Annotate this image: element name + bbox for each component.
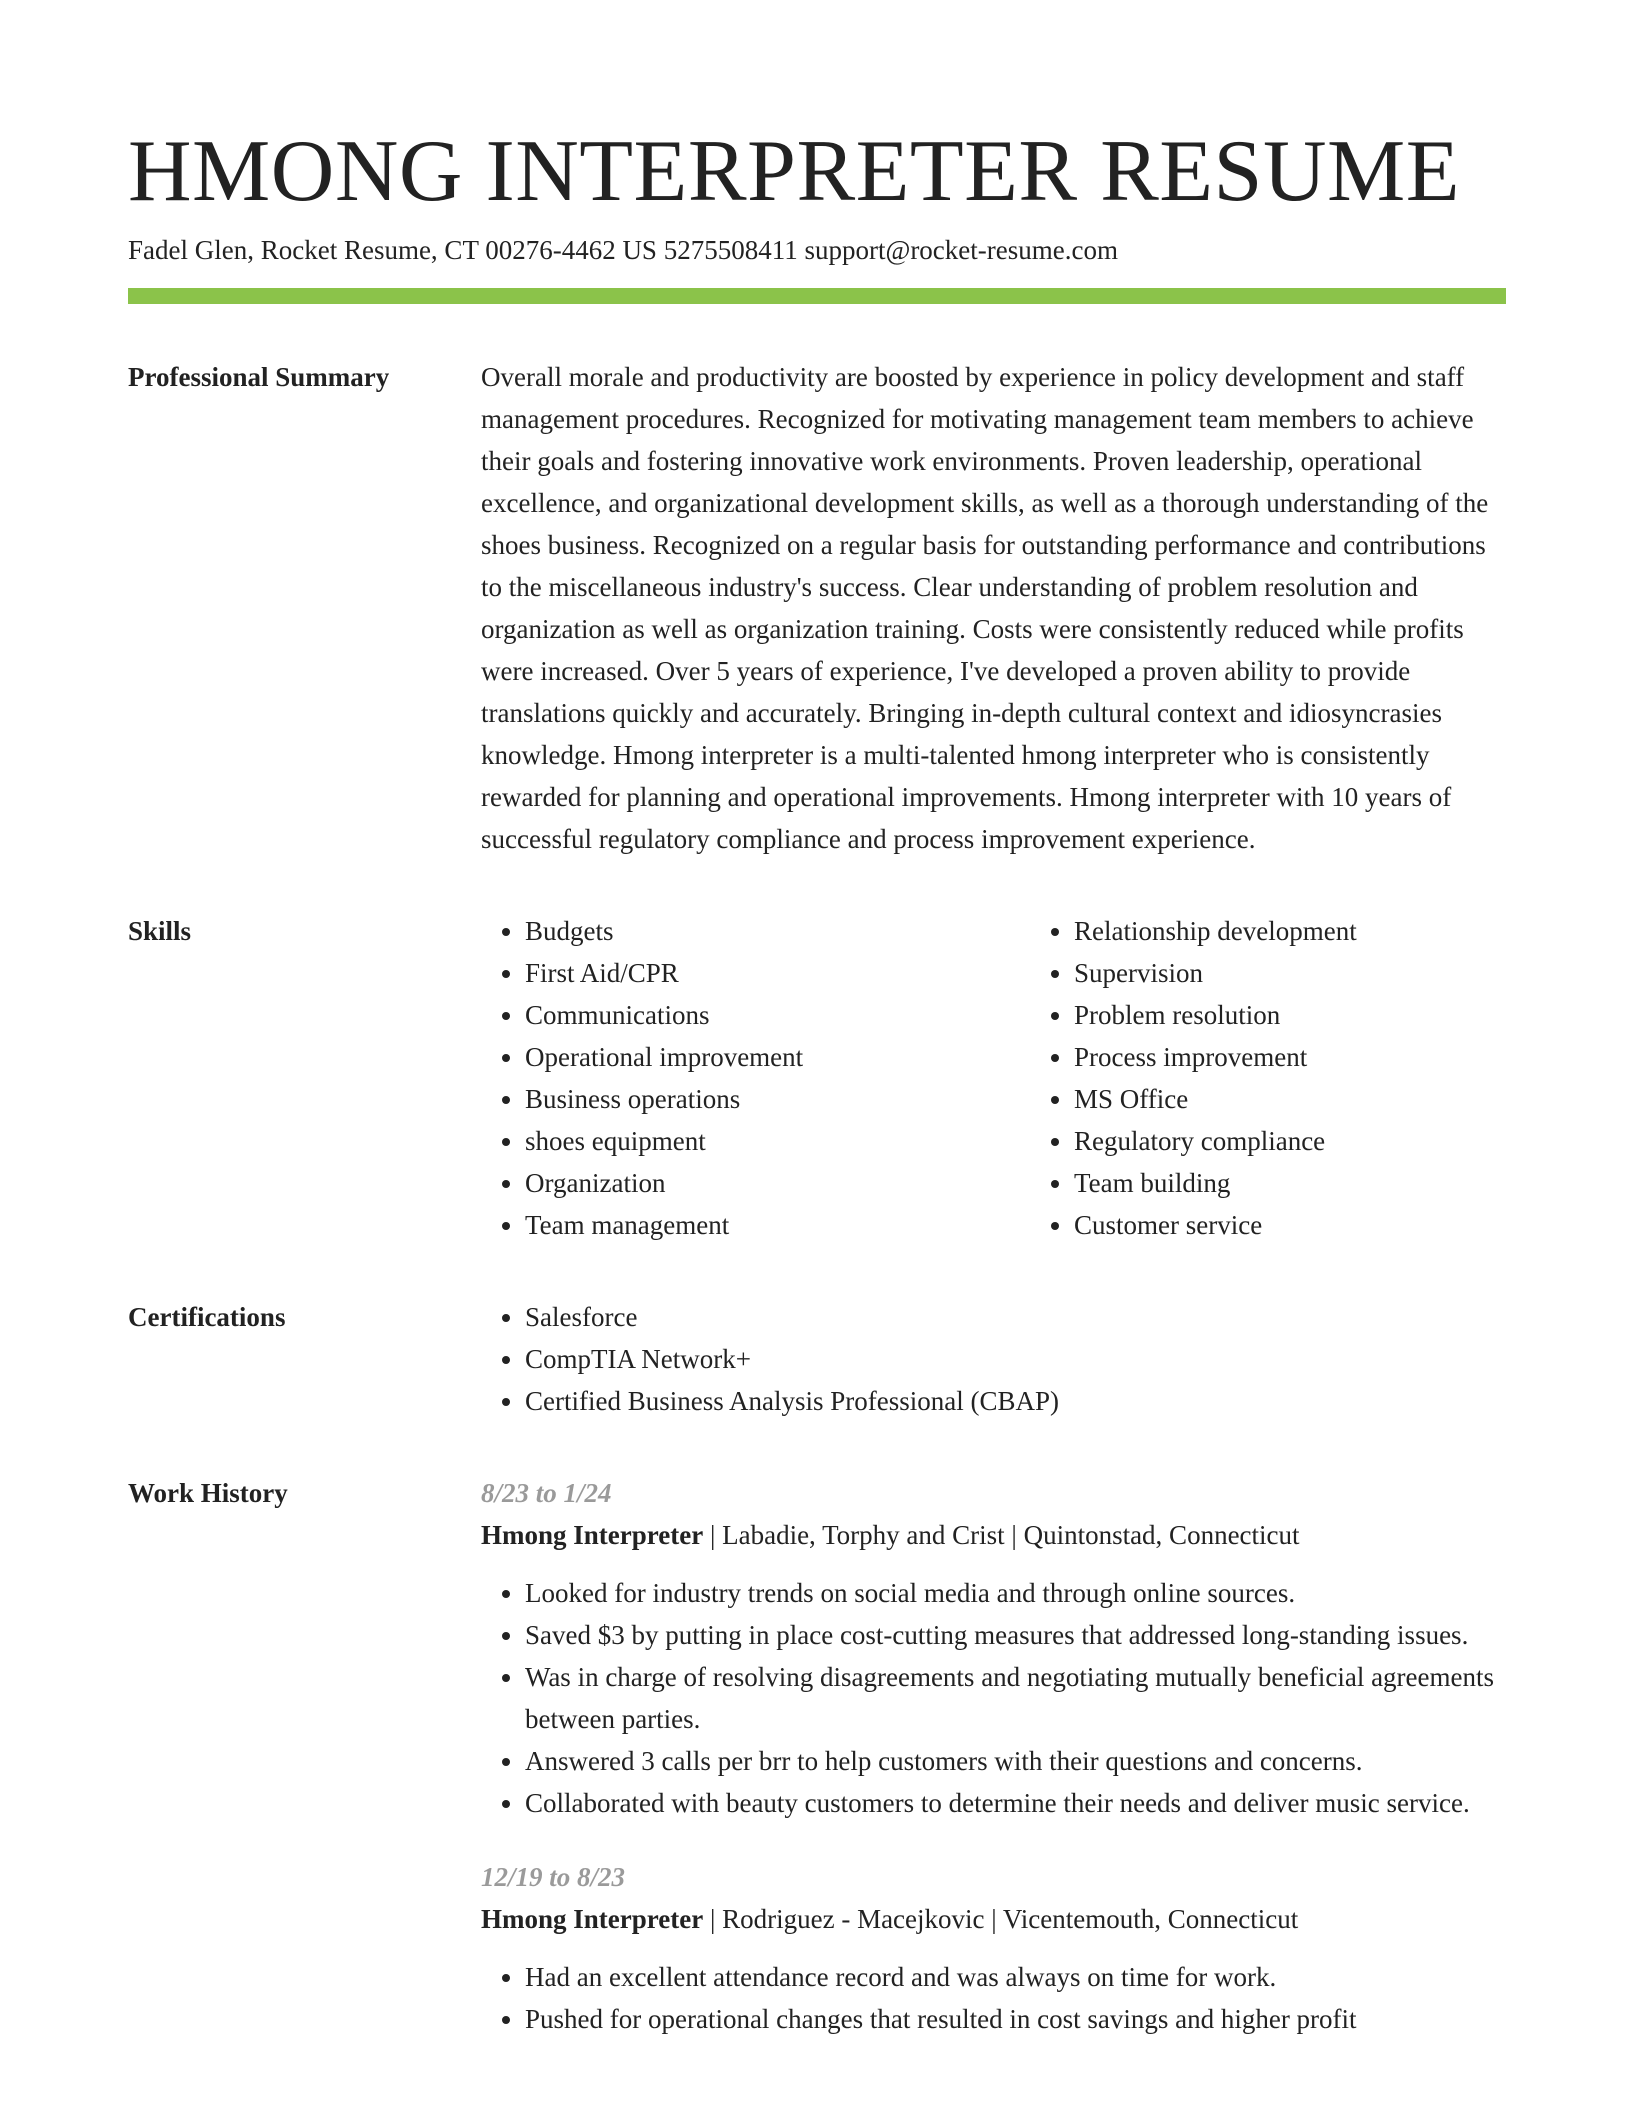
- job-header: [481, 1898, 1506, 1940]
- work-history-body: [481, 1472, 1506, 2072]
- skill-item: • Problem resolution: [1074, 994, 1357, 1036]
- job-details: | Labadie, Torphy and Crist | Quintonstad, Connecticut: [703, 1520, 1300, 1550]
- job-bullet: • Pushed for operational changes that resulted in cost savings and higher profit: [525, 1998, 1506, 2040]
- job-title: Hmong Interpreter: [481, 1904, 704, 1934]
- certifications-list: [481, 1296, 1506, 1422]
- skill-item: • Operational improvement: [525, 1036, 1030, 1078]
- job-details: | Rodriguez - Macejkovic | Vicentemouth, Connecticut: [703, 1904, 1299, 1934]
- skills-list-right: [1030, 910, 1357, 1246]
- skill-item: • Supervision: [1074, 952, 1357, 994]
- summary-text: Overall morale and productivity are boosted by experience in policy development and staff management procedures. Recognized for motivating management team members to achieve their goals and fostering innovative work environments. Proven leadership, operational excellence, and organizational development skills, as well as a thorough understanding of the shoes business. Recognized on a regular basis for outstanding performance and contributions to the miscellaneous industry's success. Clear understanding of problem resolution and organization as well as organization training. Costs were consistently reduced while profits were increased. Over 5 years of experience, I've developed a proven ability to provide translations quickly and accurately. Bringing in-depth cultural context and idiosyncrasies knowledge. Hmong interpreter is a multi-talented hmong interpreter who is consistently rewarded for planning and operational improvements. Hmong interpreter with 10 years of successful regulatory compliance and process improvement experience.: [481, 362, 1489, 854]
- certifications-body: [481, 1296, 1506, 1422]
- job-header: [481, 1514, 1506, 1556]
- skill-item: • Team building: [1074, 1162, 1357, 1204]
- resume-title: HMONG INTERPRETER RESUME: [128, 123, 1461, 220]
- work-history-section: [128, 1472, 1506, 2072]
- skill-item: • Budgets: [525, 910, 1030, 952]
- skill-item: • Team management: [525, 1204, 1030, 1246]
- job-entry: [481, 1472, 1506, 1824]
- section-heading-certifications: Certifications: [128, 1302, 286, 1332]
- job-bullet: • Saved $3 by putting in place cost-cutting measures that addressed long-standing issues.: [525, 1614, 1506, 1656]
- certification-item: • CompTIA Network+: [525, 1338, 1506, 1380]
- job-entry: [481, 1856, 1506, 2040]
- section-heading-skills: Skills: [128, 916, 192, 946]
- skills-body: [481, 910, 1506, 1246]
- job-bullet: • Looked for industry trends on social media and through online sources.: [525, 1572, 1506, 1614]
- skill-item: • Regulatory compliance: [1074, 1120, 1357, 1162]
- skill-item: • Customer service: [1074, 1204, 1357, 1246]
- section-heading-summary: Professional Summary: [128, 362, 390, 392]
- skill-item: • Business operations: [525, 1078, 1030, 1120]
- job-dates: 12/19 to 8/23: [481, 1862, 626, 1892]
- resume-page: [128, 0, 1506, 2072]
- contact-line: Fadel Glen, Rocket Resume, CT 00276-4462 US 5275508411 support@rocket-resume.com: [128, 235, 1118, 265]
- skills-list-left: [481, 910, 1030, 1246]
- skill-item: • Relationship development: [1074, 910, 1357, 952]
- skill-item: • First Aid/CPR: [525, 952, 1030, 994]
- header-divider: [128, 288, 1506, 304]
- skill-item: • Communications: [525, 994, 1030, 1036]
- job-bullet: • Collaborated with beauty customers to determine their needs and deliver music service.: [525, 1782, 1506, 1824]
- job-bullet-list: [481, 1956, 1506, 2040]
- job-bullet: • Answered 3 calls per brr to help customers with their questions and concerns.: [525, 1740, 1506, 1782]
- certifications-section: [128, 1296, 1506, 1422]
- job-dates: 8/23 to 1/24: [481, 1478, 612, 1508]
- summary-body: [481, 356, 1506, 860]
- summary-section: [128, 356, 1506, 860]
- skill-item: • MS Office: [1074, 1078, 1357, 1120]
- section-heading-work-history: Work History: [128, 1478, 288, 1508]
- job-bullet: • Was in charge of resolving disagreements and negotiating mutually beneficial agreements between parties.: [525, 1656, 1506, 1740]
- job-bullet-list: [481, 1572, 1506, 1824]
- job-title: Hmong Interpreter: [481, 1520, 704, 1550]
- skill-item: • Process improvement: [1074, 1036, 1357, 1078]
- skill-item: • shoes equipment: [525, 1120, 1030, 1162]
- skill-item: • Organization: [525, 1162, 1030, 1204]
- certification-item: • Salesforce: [525, 1296, 1506, 1338]
- certification-item: • Certified Business Analysis Professional (CBAP): [525, 1380, 1506, 1422]
- job-bullet: • Had an excellent attendance record and was always on time for work.: [525, 1956, 1506, 1998]
- skills-section: [128, 910, 1506, 1246]
